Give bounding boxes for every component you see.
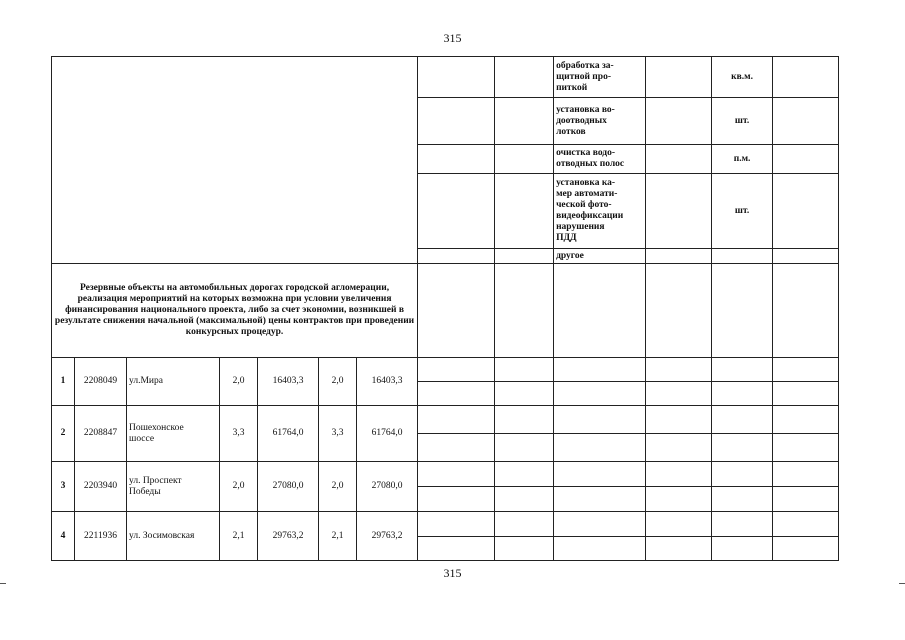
row-number: 1 (52, 358, 75, 406)
length-2: 2,0 (319, 462, 357, 512)
work-item-unit: п.м. (712, 145, 773, 174)
cost-1: 29763,2 (258, 512, 319, 561)
table-row (52, 406, 839, 434)
cost-2: 16403,3 (357, 358, 418, 406)
work-item-unit: кв.м. (712, 57, 773, 98)
page-number-bottom: 315 (443, 566, 462, 580)
cost-2: 61764,0 (357, 406, 418, 462)
row-number: 2 (52, 406, 75, 462)
road-code: 2203940 (75, 462, 127, 512)
cost-1: 61764,0 (258, 406, 319, 462)
road-works-table (51, 56, 839, 561)
road-code: 2208049 (75, 358, 127, 406)
row-number: 3 (52, 462, 75, 512)
road-name: ул. Проспект Победы (127, 462, 220, 512)
work-item-name: установка во- доотводных лотков (554, 98, 646, 145)
reserve-header-row (52, 264, 839, 358)
length-1: 2,1 (220, 512, 258, 561)
page-edge-mark (899, 583, 905, 584)
length-1: 2,0 (220, 358, 258, 406)
work-item-row (52, 57, 839, 98)
work-item-name: другое (554, 249, 646, 264)
length-2: 2,1 (319, 512, 357, 561)
road-name: ул.Мира (127, 358, 220, 406)
page-number-top: 315 (443, 31, 462, 45)
work-item-name: обработка за- щитной про- питкой (554, 57, 646, 98)
cost-1: 27080,0 (258, 462, 319, 512)
road-code: 2211936 (75, 512, 127, 561)
blank-merged-cell (52, 57, 418, 264)
length-1: 3,3 (220, 406, 258, 462)
table-row (52, 358, 839, 382)
cost-1: 16403,3 (258, 358, 319, 406)
length-1: 2,0 (220, 462, 258, 512)
length-2: 3,3 (319, 406, 357, 462)
cost-2: 29763,2 (357, 512, 418, 561)
work-item-unit: шт. (712, 174, 773, 249)
road-code: 2208847 (75, 406, 127, 462)
length-2: 2,0 (319, 358, 357, 406)
cost-2: 27080,0 (357, 462, 418, 512)
road-name: Пошехонское шоссе (127, 406, 220, 462)
work-item-unit: шт. (712, 98, 773, 145)
table-row (52, 512, 839, 537)
reserve-header-text: Резервные объекты на автомобильных дорогах городской агломерации, реализация мероприятий на которых возможна при условии увеличения финансирования национального проекта, либо за счет экономии, возникшей в результате снижения начальной (максимальной) цены контрактов при проведении конкурсных процедур. (52, 264, 418, 358)
page-edge-mark (0, 583, 6, 584)
table-row (52, 462, 839, 487)
work-item-name: установка ка- мер автомати- ческой фото- видеофиксации нарушения ПДД (554, 174, 646, 249)
road-name: ул. Зосимовская (127, 512, 220, 561)
row-number: 4 (52, 512, 75, 561)
work-item-name: очистка водо- отводных полос (554, 145, 646, 174)
